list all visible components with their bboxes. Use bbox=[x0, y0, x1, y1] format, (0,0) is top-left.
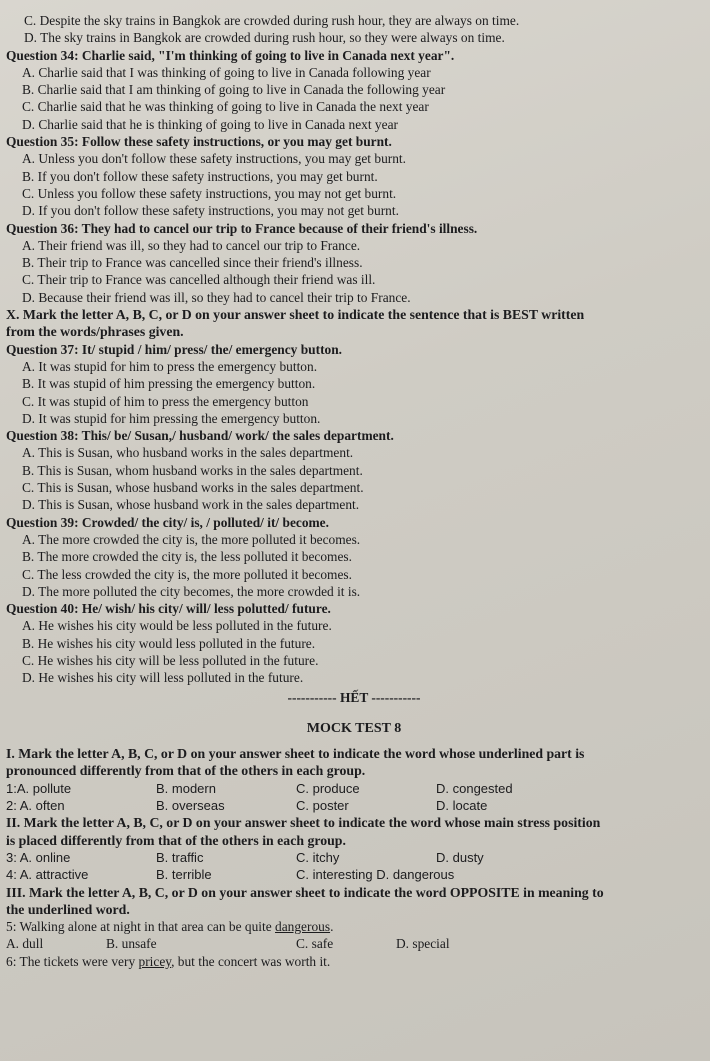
q34-option-c: C. Charlie said that he was thinking of going to live in Canada the next year bbox=[22, 99, 429, 115]
q4-option-b: B. terrible bbox=[156, 867, 212, 883]
q1-row bbox=[6, 780, 702, 797]
q4-a-text: A. attractive bbox=[19, 867, 89, 883]
q37-option-a: A. It was stupid for him to press the emergency button. bbox=[22, 358, 318, 374]
q6-underlined-word: pricey bbox=[138, 953, 172, 969]
q38-stem: Question 38: This/ be/ Susan,/ husband/ work/ the sales department. bbox=[6, 428, 394, 444]
section-iii-heading: III. Mark the letter A, B, C, or D on your answer sheet to indicate the word OPPOSITE in meaning to bbox=[6, 884, 604, 900]
q39-stem: Question 39: Crowded/ the city/ is, / polluted/ it/ become. bbox=[6, 514, 329, 530]
q37-stem: Question 37: It/ stupid / him/ press/ the/ emergency button. bbox=[6, 341, 343, 357]
q5-option-d: D. special bbox=[396, 936, 450, 952]
q5-underlined-word: dangerous bbox=[275, 919, 331, 935]
q36-option-b: B. Their trip to France was cancelled since their friend's illness. bbox=[22, 255, 363, 271]
q1-option-a bbox=[6, 780, 156, 797]
q38-option-d: D. This is Susan, whose husband work in the sales department. bbox=[22, 497, 360, 513]
q6-stem bbox=[6, 953, 702, 970]
q2-number: 2: bbox=[6, 798, 17, 814]
q39-option-d: D. The more polluted the city becomes, the more crowded it is. bbox=[22, 583, 361, 599]
q4-option-cd: C. interesting D. dangerous bbox=[296, 867, 455, 883]
section-x-heading: X. Mark the letter A, B, C, or D on your answer sheet to indicate the sentence that is BEST written bbox=[6, 307, 585, 323]
end-dash-left: ----------- bbox=[287, 689, 337, 705]
q1-number: 1: bbox=[6, 780, 17, 796]
q39-option-a: A. The more crowded the city is, the more polluted it becomes. bbox=[22, 531, 361, 547]
section-ii-heading-cont: is placed differently from that of the others in each group. bbox=[6, 832, 346, 848]
mock-test-title: MOCK TEST 8 bbox=[306, 720, 402, 736]
q35-option-c: C. Unless you follow these safety instructions, you may not get burnt. bbox=[22, 185, 397, 201]
q2-option-a bbox=[6, 797, 156, 814]
q3-option-a bbox=[6, 849, 156, 866]
q5-row bbox=[6, 935, 702, 952]
q1-option-b: B. modern bbox=[156, 780, 216, 796]
q1-option-d: D. congested bbox=[436, 780, 513, 796]
q2-option-d: D. locate bbox=[436, 798, 488, 814]
q36-option-a: A. Their friend was ill, so they had to cancel our trip to France. bbox=[22, 237, 361, 253]
q40-option-c: C. He wishes his city will be less polluted in the future. bbox=[22, 652, 319, 668]
q36-option-c: C. Their trip to France was cancelled although their friend was ill. bbox=[22, 272, 376, 288]
q40-option-d: D. He wishes his city will less polluted in the future. bbox=[22, 670, 304, 686]
q34-option-d: D. Charlie said that he is thinking of going to live in Canada next year bbox=[22, 116, 398, 132]
q39-option-c: C. The less crowded the city is, the more polluted it becomes. bbox=[22, 566, 352, 582]
q40-option-b: B. He wishes his city would less polluted in the future. bbox=[22, 635, 316, 651]
q35-option-d: D. If you don't follow these safety instructions, you may not get burnt. bbox=[22, 203, 399, 219]
q3-number: 3: bbox=[6, 849, 17, 865]
q3-option-d: D. dusty bbox=[436, 849, 484, 865]
q5-option-b: B. unsafe bbox=[106, 936, 157, 952]
q35-stem: Question 35: Follow these safety instructions, or you may get burnt. bbox=[6, 134, 392, 150]
q34-stem: Question 34: Charlie said, "I'm thinking of going to live in Canada next year". bbox=[6, 47, 455, 63]
q2-option-c: C. poster bbox=[296, 798, 349, 814]
q1-option-c: C. produce bbox=[296, 780, 360, 796]
q5-stem bbox=[6, 918, 702, 935]
q35-option-a: A. Unless you don't follow these safety instructions, you may get burnt. bbox=[22, 151, 406, 167]
q6-stem-post: , but the concert was worth it. bbox=[171, 953, 331, 969]
section-x-heading-cont: from the words/phrases given. bbox=[6, 324, 184, 340]
q37-option-c: C. It was stupid of him to press the emergency button bbox=[22, 393, 309, 409]
q3-a-text: A. online bbox=[19, 849, 71, 865]
q5-stem-pre: 5: Walking alone at night in that area can be quite bbox=[6, 919, 276, 935]
q5-option-a: A. dull bbox=[6, 936, 44, 952]
q38-option-a: A. This is Susan, who husband works in the sales department. bbox=[22, 445, 354, 461]
q5-stem-post: . bbox=[330, 919, 334, 935]
q3-row bbox=[6, 849, 702, 866]
section-i-heading-cont: pronounced differently from that of the others in each group. bbox=[6, 763, 366, 779]
q2-a-text: A. often bbox=[19, 798, 65, 814]
q37-option-b: B. It was stupid of him pressing the emergency button. bbox=[22, 376, 316, 392]
q38-option-c: C. This is Susan, whose husband works in the sales department. bbox=[22, 480, 364, 496]
q6-stem-pre: 6: The tickets were very bbox=[6, 953, 139, 969]
q36-option-d: D. Because their friend was ill, so they had to cancel their trip to France. bbox=[22, 289, 411, 305]
q35-option-b: B. If you don't follow these safety instructions, you may get burnt. bbox=[22, 168, 378, 184]
section-ii-heading: II. Mark the letter A, B, C, or D on your answer sheet to indicate the word whose main stress position bbox=[6, 815, 601, 831]
q1-a-text: A. pollute bbox=[16, 780, 72, 796]
q3-option-b: B. traffic bbox=[156, 849, 204, 865]
q34-option-b: B. Charlie said that I am thinking of going to live in Canada the following year bbox=[22, 82, 446, 98]
q34-option-a: A. Charlie said that I was thinking of going to live in Canada following year bbox=[22, 64, 431, 80]
q40-option-a: A. He wishes his city would be less polluted in the future. bbox=[22, 618, 332, 634]
q3-option-c: C. itchy bbox=[296, 849, 340, 865]
section-iii-heading-cont: the underlined word. bbox=[6, 901, 130, 917]
end-dash-right: ----------- bbox=[371, 689, 421, 705]
q5-option-c: C. safe bbox=[296, 936, 334, 952]
q4-option-a bbox=[6, 866, 156, 883]
q40-stem: Question 40: He/ wish/ his city/ will/ less polutted/ future. bbox=[6, 601, 331, 617]
end-marker-text: HẾT bbox=[339, 689, 369, 705]
q36-stem: Question 36: They had to cancel our trip to France because of their friend's illness. bbox=[6, 220, 478, 236]
q33-option-d: D. The sky trains in Bangkok are crowded during rush hour, so they were always on time. bbox=[24, 30, 505, 46]
q4-row bbox=[6, 866, 702, 883]
q37-option-d: D. It was stupid for him pressing the emergency button. bbox=[22, 410, 321, 426]
q2-option-b: B. overseas bbox=[156, 798, 225, 814]
q4-number: 4: bbox=[6, 867, 17, 883]
q33-option-c: C. Despite the sky trains in Bangkok are crowded during rush hour, they are always on time. bbox=[24, 13, 520, 28]
section-i-heading: I. Mark the letter A, B, C, or D on your answer sheet to indicate the word whose underlined part is bbox=[6, 746, 585, 762]
q39-option-b: B. The more crowded the city is, the less polluted it becomes. bbox=[22, 549, 352, 565]
q38-option-b: B. This is Susan, whom husband works in the sales department. bbox=[22, 462, 363, 478]
q2-row bbox=[6, 797, 702, 814]
end-marker bbox=[6, 689, 702, 706]
